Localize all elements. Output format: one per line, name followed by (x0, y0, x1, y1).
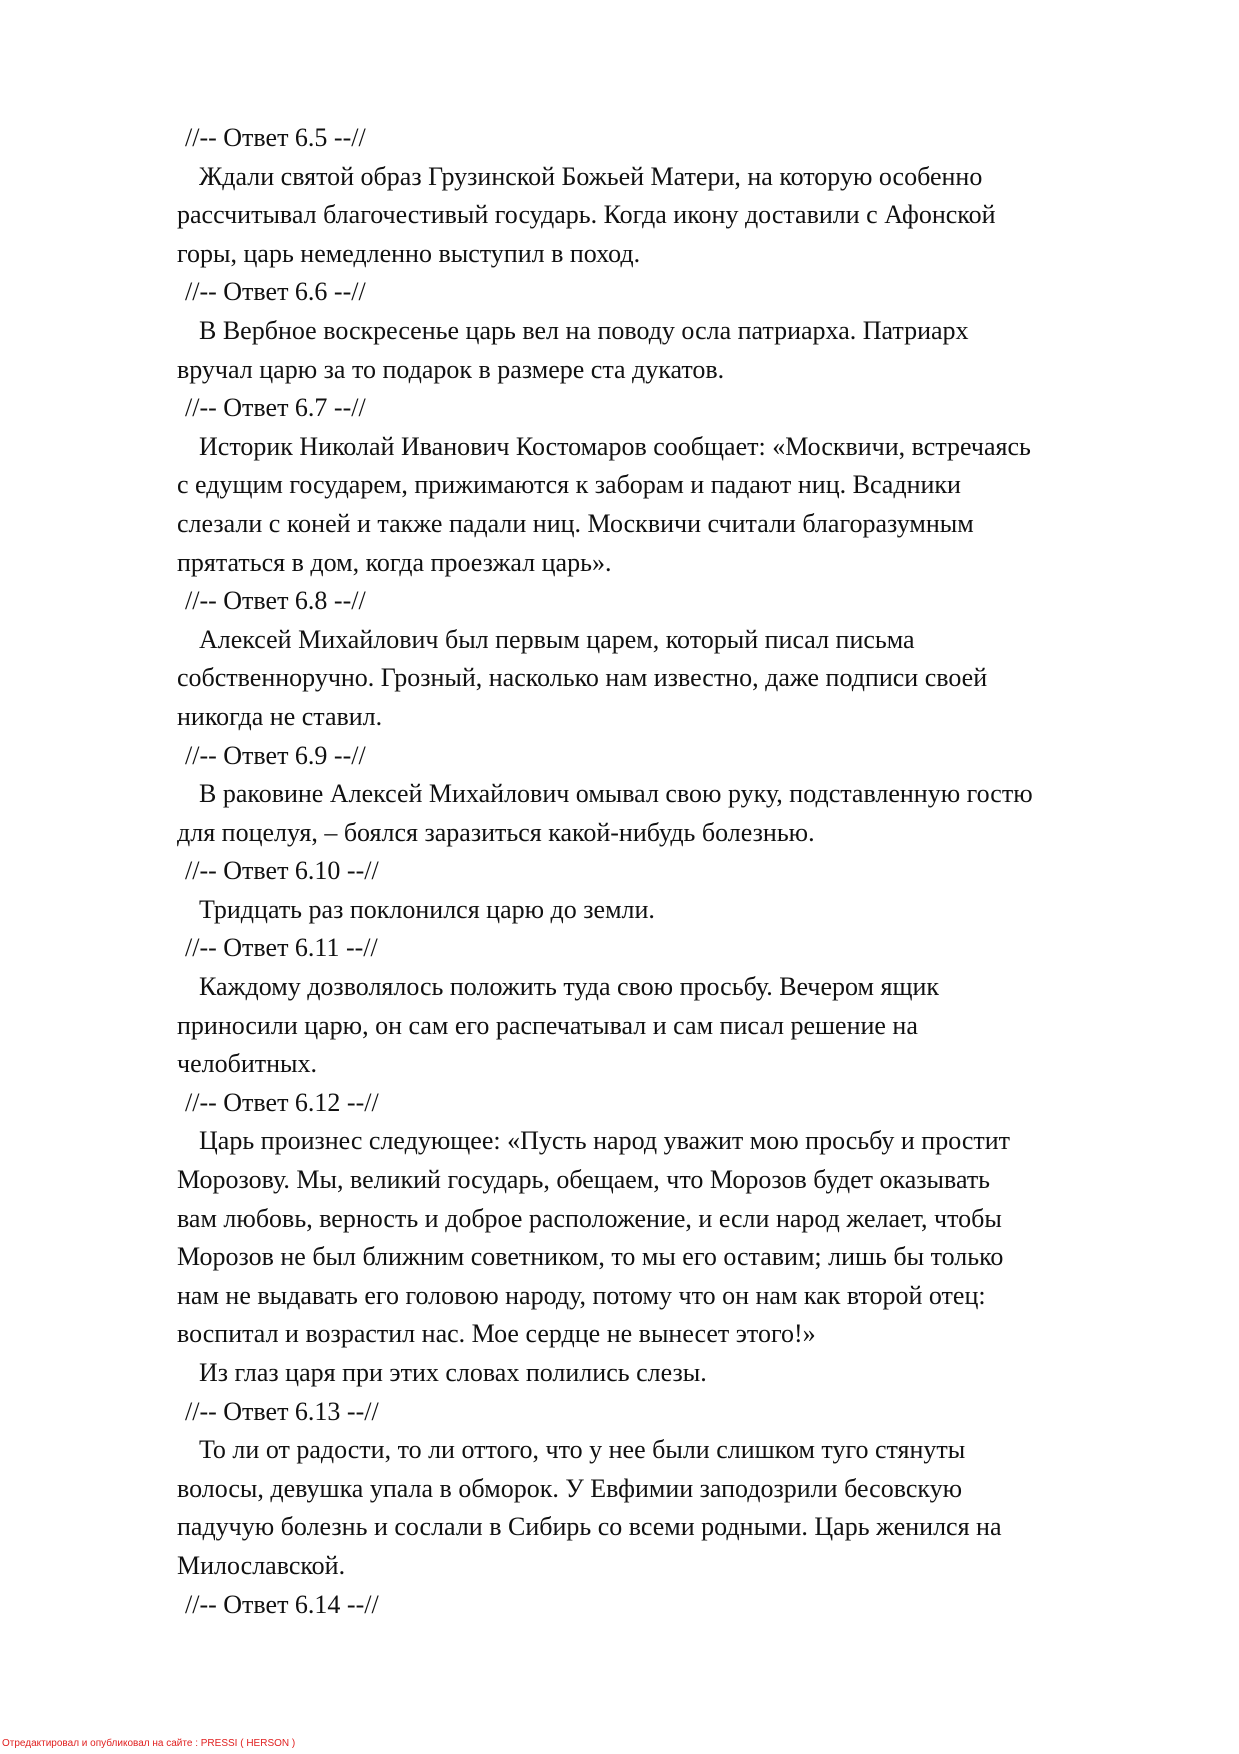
paragraph-line: челобитных. (177, 1049, 317, 1079)
paragraph-line: Морозов не был ближним советником, то мы его оставим; лишь бы только (177, 1242, 1004, 1272)
paragraph-line: горы, царь немедленно выступил в поход. (177, 238, 641, 268)
publisher-footer: Отредактировал и опубликовал на сайте : PRESSI ( HERSON ) (2, 1738, 296, 1749)
answer-heading: //-- Ответ 6.11 --// (185, 933, 378, 963)
answer-heading: //-- Ответ 6.8 --// (185, 586, 366, 616)
paragraph-line: воспитал и возрастил нас. Мое сердце не вынесет этого!» (177, 1319, 816, 1349)
paragraph-line: Царь произнес следующее: «Пусть народ уважит мою просьбу и простит (199, 1126, 1011, 1156)
paragraph-line: вручал царю за то подарок в размере ста дукатов. (177, 354, 725, 384)
answer-heading: //-- Ответ 6.5 --// (185, 123, 366, 152)
answer-heading: //-- Ответ 6.6 --// (185, 277, 366, 307)
paragraph-line: Из глаз царя при этих словах полились слезы. (199, 1358, 707, 1387)
paragraph-line: падучую болезнь и сослали в Сибирь со всеми родными. Царь женился на (177, 1512, 1002, 1542)
answer-heading: //-- Ответ 6.12 --// (185, 1087, 379, 1117)
paragraph-line: вам любовь, верность и доброе расположение, и если народ желает, чтобы (177, 1203, 1002, 1233)
answer-heading: //-- Ответ 6.7 --// (185, 393, 366, 423)
paragraph-line: Морозову. Мы, великий государь, обещаем, что Морозов будет оказывать (177, 1165, 991, 1195)
paragraph-line: никогда не ставил. (177, 701, 383, 731)
paragraph-line: В раковине Алексей Михайлович омывал свою руку, подставленную гостю (199, 779, 1033, 809)
paragraph-line: Ждали святой образ Грузинской Божьей Матери, на которую особенно (199, 161, 983, 191)
paragraph-line: Тридцать раз поклонился царю до земли. (199, 894, 655, 924)
answer-heading: //-- Ответ 6.9 --// (185, 740, 366, 770)
paragraph-line: Каждому дозволялось положить туда свою просьбу. Вечером ящик (199, 972, 940, 1002)
paragraph-line: нам не выдавать его головою народу, потому что он нам как второй отец: (177, 1280, 986, 1310)
paragraph-line: То ли от радости, то ли оттого, что у нее были слишком туго стянуты (199, 1435, 966, 1465)
paragraph-line: приносили царю, он сам его распечатывал и сам писал решение на (177, 1010, 918, 1040)
document-body (177, 119, 1152, 1624)
paragraph-line: с едущим государем, прижимаются к заборам и падают ниц. Всадники (177, 470, 961, 500)
paragraph-line: собственноручно. Грозный, насколько нам известно, даже подписи своей (177, 663, 988, 693)
paragraph-line: Алексей Михайлович был первым царем, который писал письма (199, 624, 915, 654)
paragraph-line: рассчитывал благочестивый государь. Когда икону доставили с Афонской (177, 200, 996, 230)
paragraph-line: для поцелуя, – боялся заразиться какой-нибудь болезнью. (177, 817, 815, 847)
paragraph-line: волосы, девушка упала в обморок. У Евфимии заподозрили бесовскую (177, 1473, 963, 1503)
paragraph-line: прятаться в дом, когда проезжал царь». (177, 547, 612, 577)
paragraph-line: Историк Николай Иванович Костомаров сообщает: «Москвичи, встречаясь (199, 431, 1031, 461)
paragraph-line: Милославской. (177, 1550, 346, 1580)
paragraph-line: слезали с коней и также падали ниц. Москвичи считали благоразумным (177, 508, 974, 538)
answer-heading: //-- Ответ 6.10 --// (185, 856, 379, 886)
answer-heading: //-- Ответ 6.14 --// (185, 1589, 379, 1619)
paragraph-line: В Вербное воскресенье царь вел на поводу осла патриарха. Патриарх (199, 315, 969, 345)
answer-heading: //-- Ответ 6.13 --// (185, 1396, 379, 1426)
